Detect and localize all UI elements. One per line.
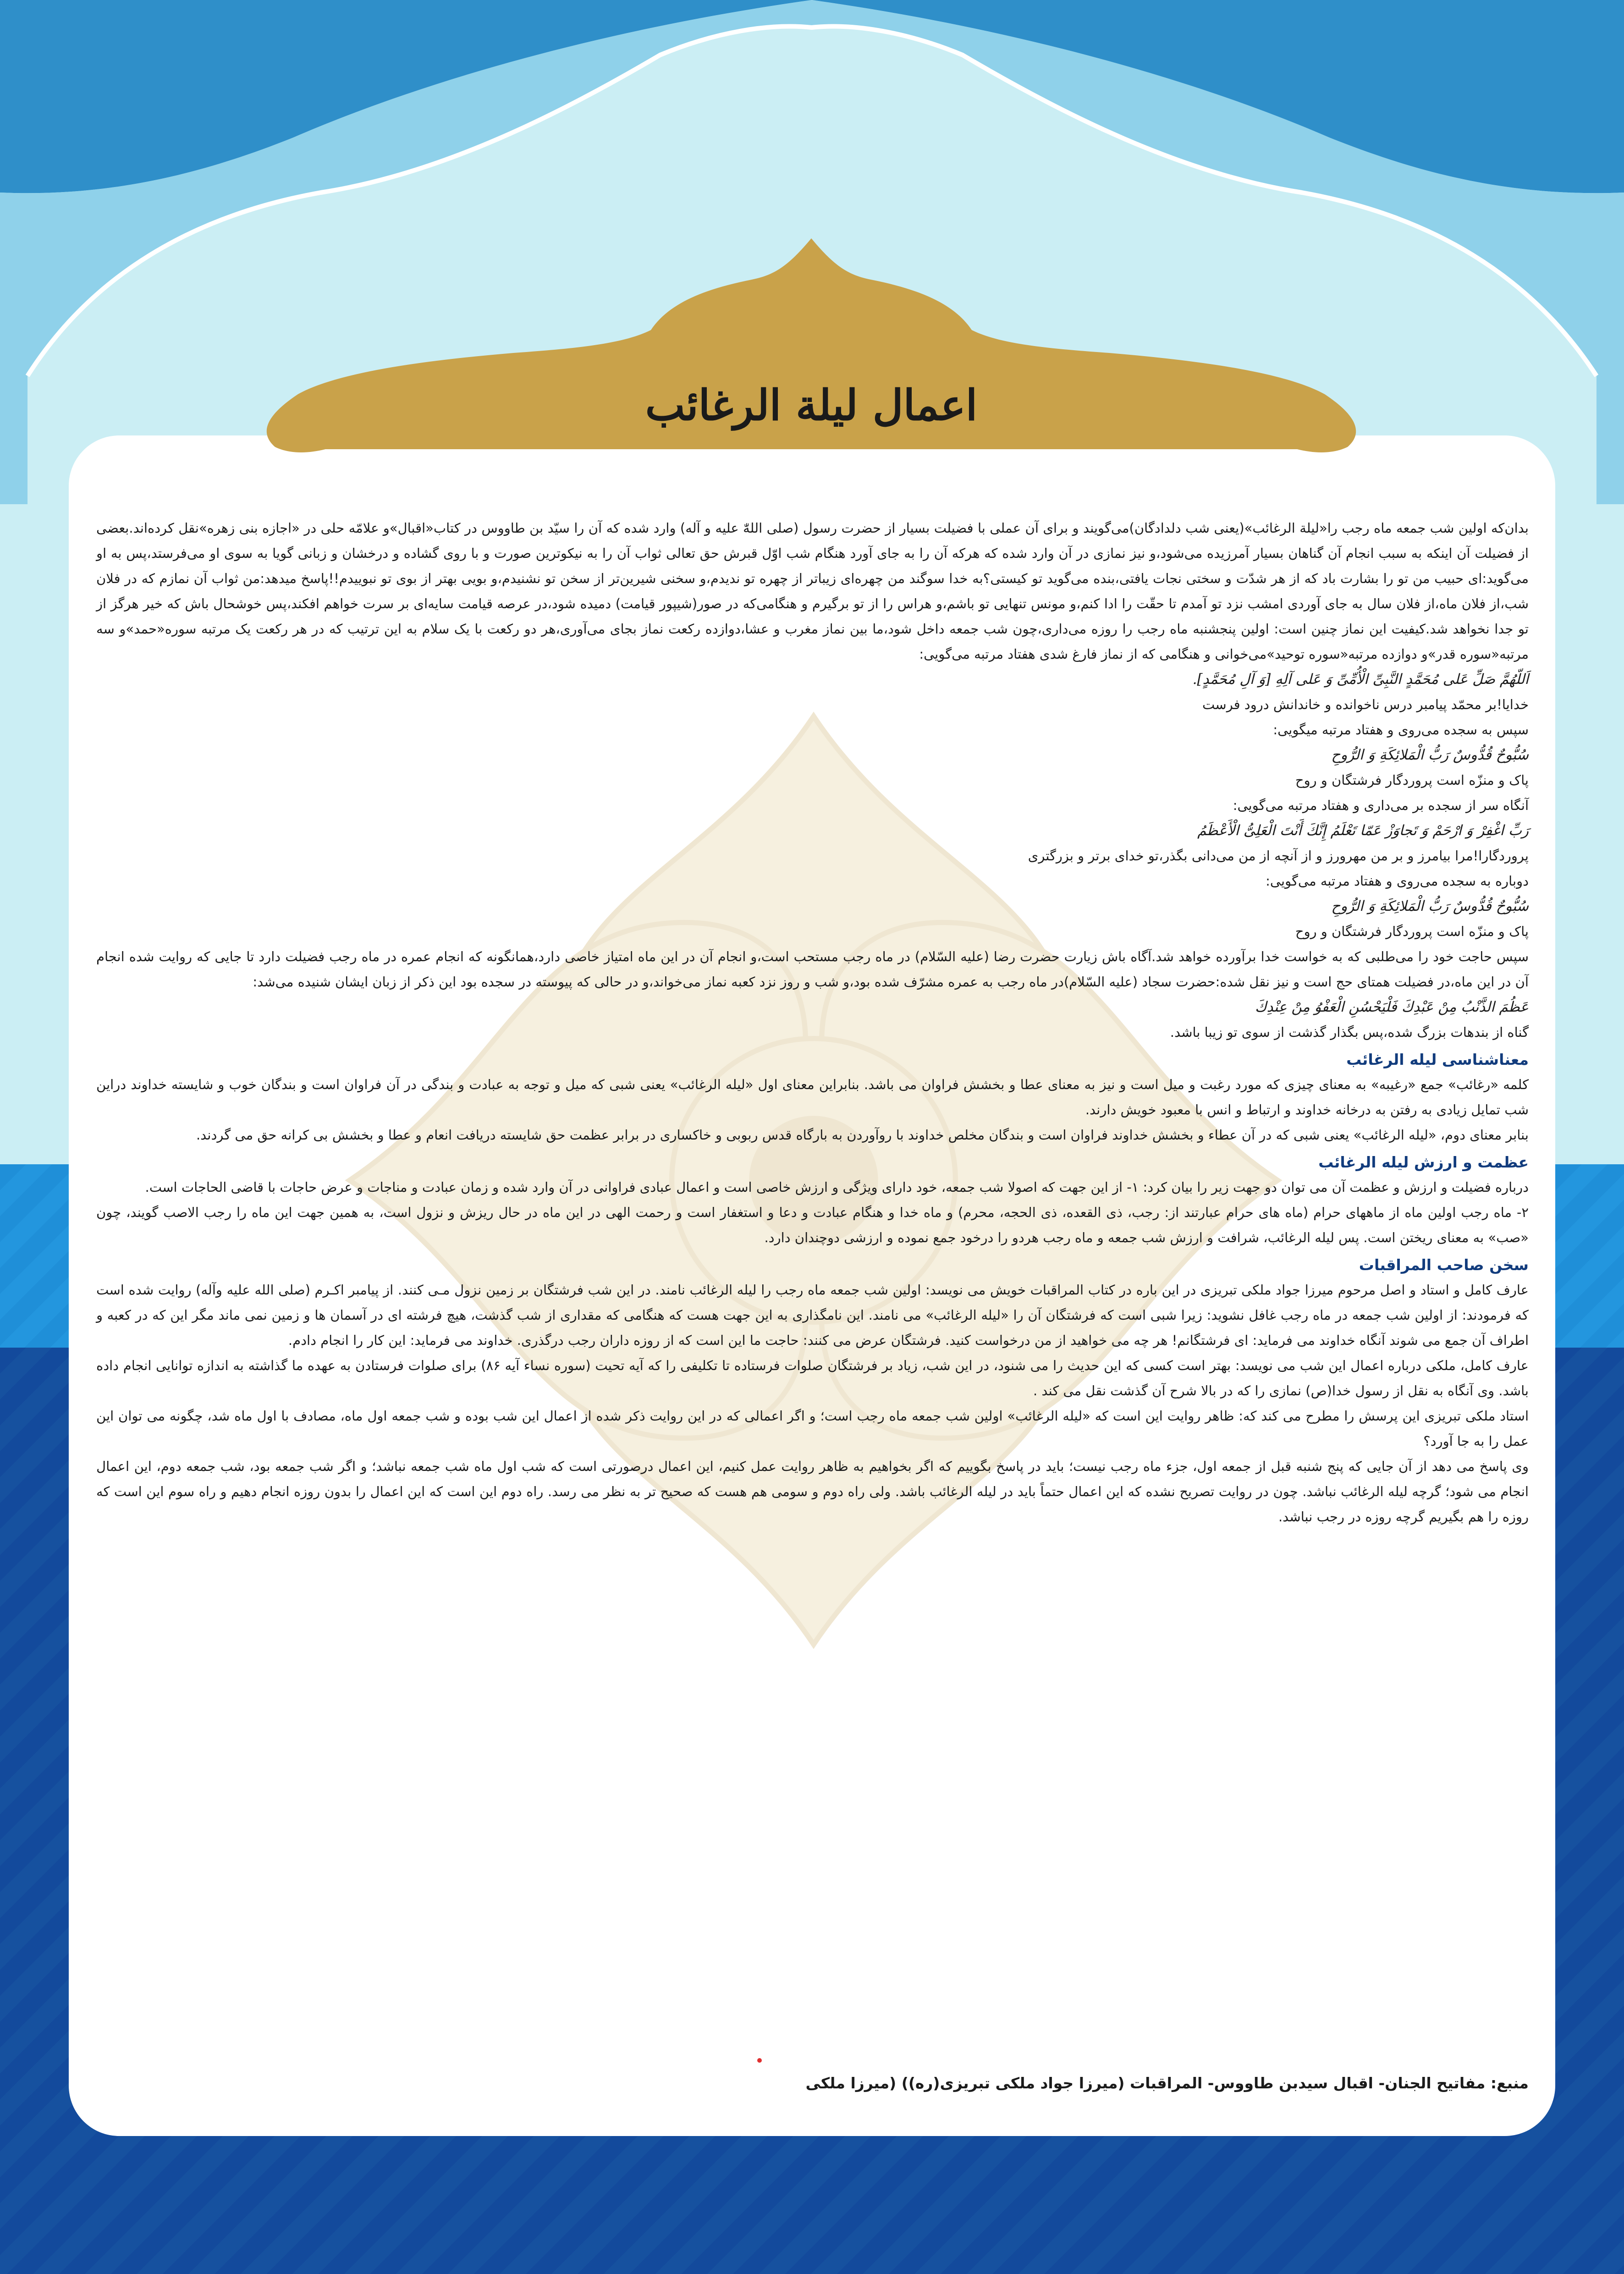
paragraph: وی پاسخ می دهد از آن جایی که پنج شنبه قبل از جمعه اول، جزء ماه رجب نیست؛ باید در پاسخ بگوییم که اگر بخواهیم به ظاهر روایت عمل کنیم، این اعمال درصورتی است که شب اول ماه شب جمعه نباشد؛ و اگر شب جمعه بود، شب جمعه دوم، این اعمال انجام می شود؛ گرچه لیله الرغائب نباشد. چون در روایت تصریح نشده که این اعمال حتماً باید در لیله الرغائب باشد. ولی راه دوم و سومی هم هست که صحیح تر به نظر می رسد. راه دوم این است که این اعمال را بدون روزه انجام دهیم و راه سوم این است که روزه را هم بگیریم گرچه روزه در رجب نباشد. (96, 1459, 1529, 1525)
paragraph: عارف کامل، ملکی درباره اعمال این شب می نویسد: بهتر است کسی که این حدیث را می شنود، در این شب، زیاد بر فرشتگان صلوات فرستاده تا تکلیفی را که آیه تحیت (سوره نساء آیه ۸۶) برای صلوات فرستادن به عهده ما گذاشته به اندازه توانایی انجام داده باشد. وی آنگاه به نقل از رسول خدا(ص) نمازی را که در بالا شرح آن گذشت نقل می کند . (96, 1358, 1529, 1399)
translation-text: پروردگارا!مرا بیامرز و بر من مهرورز و از آنچه از من می‌دانی بگذر،تو خدای برتر و بزرگتری (1028, 848, 1529, 864)
source-line: منبع: مفاتیح الجنان- اقبال سیدبن طاووس- المراقبات (میرزا جواد ملکی تبریزی(ره)) (میرزا ملکی (805, 2074, 1529, 2092)
instruction-text: سپس به سجده می‌روی و هفتاد مرتبه میگویی: (1273, 722, 1529, 738)
title-banner (257, 238, 1366, 458)
prayer-text: سُبُّوحٌ قُدُّوسٌ رَبُّ الْمَلائِكَةِ وَ الرُّوحِ (1331, 898, 1529, 914)
translation-text: خدایا!بر محمّد پیامبر درس ناخوانده و خاندانش درود فرست (1202, 697, 1529, 712)
section-heading: معناشناسی لیله الرغائب (1346, 1051, 1529, 1068)
red-dot (757, 2058, 762, 2063)
paragraph: عارف کامل و استاد و اصل مرحوم میرزا جواد ملکی تبریزی در این باره در کتاب المراقبات خویش می نویسد: اولین شب جمعه ماه رجب را لیله الرغائب نامند. در این شب فرشتگان بر زمین نزول مـی کنند. از پیامبر اکـرم (صلی الله علیه وآله) روایت شده است که فرمودند: از اولین شب جمعه در ماه رجب غافل نشوید: زیرا شبی است که فرشتگان آن را «لیله الرغائب» می نامند. این نامگذاری به این جهت هست که هنگامی که مقداری از شب گذشت، هیچ فرشته ای در آسمان ها و زمین نمی ماند مگر این که در کعبه و اطراف آن جمع می شوند آنگاه خداوند می فرماید: ای فرشتگانم! هر چه می خواهید از من درخواست کنید. فرشتگان عرض می کنند: حاجت ما این است که از روزه داران رجب درگذری. خداوند می فرماید: این کار را انجام دادم. (96, 1282, 1529, 1348)
prayer-text: عَظُمَ الذَّنْبُ مِنْ عَبْدِكَ فَلْيَحْسُنِ الْعَفْوُ مِنْ عِنْدِكَ (1255, 999, 1529, 1015)
article-body (96, 516, 1529, 2083)
prayer-text: رَبِّ اغْفِرْ وَ ارْحَمْ وَ تَجاوَزْ عَمّا تَعْلَمُ إِنَّكَ أَنْتَ الْعَلِیُّ الْأَعْظَمُ (1197, 822, 1529, 839)
translation-text: پاک و منزّه است پروردگار فرشتگان و روح (1295, 772, 1529, 788)
paragraph: سپس حاجت خود را می‌طلبی که به خواست خدا برآورده خواهد شد.آگاه باش زیارت حضرت رضا (علیه السّلام) در ماه رجب مستحب است،و انجام آن در این ماه امتیاز خاصی دارد،همانگونه که انجام عمره در ماه رجب فضیلت دارد تا جایی که روایت شده انجام آن در این ماه،در فضیلت همتای حج است و نیز نقل شده:حضرت سجاد (علیه السّلام)در ماه رجب به عمره مشرّف شده بود،و شب و روز نزد کعبه نماز می‌خواند،و در حالی که پیوسته در سجده بود این ذکر از زبان ایشان شنیده می‌شد: (96, 949, 1529, 990)
section-heading: سخن صاحب المراقبات (1359, 1256, 1529, 1274)
instruction-text: آنگاه سر از سجده بر می‌داری و هفتاد مرتبه می‌گویی: (1233, 798, 1529, 813)
prayer-text: اَللّهُمَّ صَلِّ عَلی مُحَمَّدٍ النَّبِیِّ الْأُمِّیِّ وَ عَلی آلِهِ [وَ آلِ مُحَمَّدٍ]. (1192, 671, 1529, 688)
translation-text: پاک و منزّه است پروردگار فرشتگان و روح (1295, 924, 1529, 939)
prayer-text: سُبُّوحٌ قُدُّوسٌ رَبُّ الْمَلائِكَةِ وَ الرُّوحِ (1331, 747, 1529, 763)
translation-text: گناه از بندهات بزرگ شده،پس بگذار گذشت از سوی تو زیبا باشد. (1170, 1024, 1529, 1040)
paragraph: بدان‌که اولین شب جمعه ماه رجب را«لیلة الرغائب»(یعنی شب دلدادگان)می‌گویند و برای آن عملی با فضیلت بسیار از حضرت رسول (صلی اللهّٰ علیه و آله) وارد شده که آن را سیّد بن طاووس در کتاب«اقبال»و علامّه حلی در «اجازه بنی زهره»نقل کرده‌اند.بعضی از فضیلت آن اینکه به سبب انجام آن گناهان بسیار آمرزیده می‌شود،و نیز نمازی در آن وارد شده که هرکه آن را به جای آورد هنگام شب اوّل قبرش حق تعالی ثواب آن را به نیکوترین صورت و با روی گشاده و درخشان و زبانی گویا به سوی او می‌فرستد،پس به او می‌گوید:ای حبیب من تو را بشارت باد که از هر شدّت و سختی نجات یافتی،بنده می‌گوید تو کیستی؟به خدا سوگند من چهره‌ای زیباتر از چهره تو ندیدم،و سخنی شیرین‌تر از سخن تو نشنیدم،و بویی بهتر از بوی تو نبوییدم!!پاسخ میدهد:من ثواب آن نمازم که در فلان شب،از فلان ماه،از فلان سال به جای آوردی امشب نزد تو آمدم تا حقّت را ادا کنم،و مونس تنهایی تو باشم،و هراس را از تو برگیرم و هنگامی‌که در صور(شیپور قیامت) دمیده شود،در عرصه قیامت سایه‌ای بر سرت خواهم افکند،پس خوشحال باش که خیر هرگز از تو جدا نخواهد شد.کیفیت این نماز چنین است: اولین پنجشنبه ماه رجب را روزه می‌داری،چون شب جمعه داخل شود،ما بین نماز مغرب و عشا،دوازده رکعت نماز بجای می‌آوری،هر دو رکعت با یک سلام به این ترتیب که در هر رکعت یک مرتبه سوره«حمد»و سه مرتبه«سوره قدر»و دوازده مرتبه«سوره توحید»می‌خوانی و هنگامی که از نماز فارغ شدی هفتاد مرتبه می‌گویی: (96, 520, 1529, 662)
paragraph: کلمه «رغائب» جمع «رغیبه» به معنای چیزی که مورد رغبت و میل است و نیز به معنای عطا و بخشش فراوان می باشد. بنابراین معنای اول «لیله الرغائب» یعنی شبی که میل و توجه به عبادت و بندگی در آن فراوان است و بندگان خوب و شایسته خداوند دراین شب تمایل زیادی به رفتن به درخانه خداوند و ارتباط و انس با معبود خویش دارند. (96, 1077, 1529, 1118)
paragraph: استاد ملکی تبریزی این پرسش را مطرح می کند که: ظاهر روایت این است که «لیله الرغائب» اولین شب جمعه ماه رجب است؛ و اگر اعمالی که در این روایت ذکر شده از اعمال این شب بوده و شب جمعه اول ماه، مصادف با اول ماه شد، چگونه می توان این عمل را به جا آورد؟ (96, 1408, 1529, 1449)
page-title: اعمال لیلة الرغائب (645, 380, 978, 430)
paragraph: ۲- ماه رجب اولین ماه از ماههای حرام (ماه های حرام عبارتند از: رجب، ذی القعده، ذی الحجه، محرم) و ماه خدا و هنگام عبادت و دعا و استغفار است و رحمت الهی در این ماه در حال ریزش و نزول است، به همین جهت این ماه را رجب الاصب گویند، چون «صب» به معنای ریختن است. پس لیله الرغائب، شرافت و ارزش شب جمعه و ماه رجب هردو را درخود جمع نموده و ارزشی دوچندان دارد. (96, 1205, 1529, 1245)
section-heading: عظمت و ارزش لیله الرغائب (1318, 1153, 1529, 1171)
instruction-text: دوباره به سجده می‌روی و هفتاد مرتبه می‌گویی: (1266, 873, 1529, 889)
paragraph: درباره فضیلت و ارزش و عظمت آن می توان دو جهت زیر را بیان کرد: ۱- از این جهت که اصولا شب جمعه، خود دارای ویژگی و ارزش خاصی است و اعمال عبادی فراوانی در آن وارد شده و زمان عبادت و مناجات و عرض حاجات با قاضی الحاجات است. (145, 1179, 1529, 1195)
paragraph: بنابر معنای دوم، «لیله الرغائب» یعنی شبی که در آن عطاء و بخشش خداوند فراوان است و بندگان مخلص خداوند با روآوردن به بارگاه قدس ربوبی و خاکساری در برابر عظمت حق شایسته دریافت انعام و عطا و بخشش بی کرانه حق می گردند. (196, 1127, 1529, 1143)
